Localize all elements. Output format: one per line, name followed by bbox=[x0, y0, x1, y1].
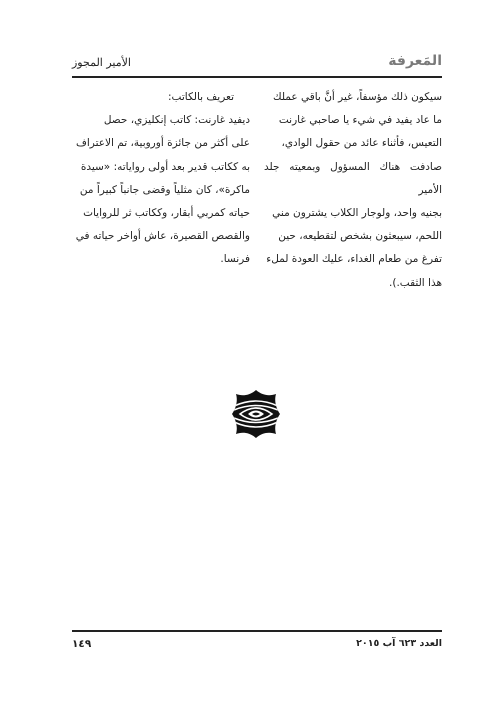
header-divider bbox=[72, 76, 442, 78]
story-line: ما عاد يفيد في شيء يا صاحبي غارنت bbox=[278, 114, 442, 127]
footer-divider bbox=[72, 630, 442, 632]
author-bio-line: ماكرة»، كان مثلياً وقضى جانباً كبيراً من bbox=[79, 183, 250, 196]
story-line: صادفت هناك المسؤول وبمعيته جلد الأمير bbox=[264, 160, 442, 196]
author-bio-line: فرنسا. bbox=[220, 253, 250, 266]
author-bio-line: ديفيد غارنت: كاتب إنكليزي، حصل bbox=[103, 114, 250, 127]
end-ornament-icon bbox=[230, 388, 282, 440]
story-line: هذا الثقب.). bbox=[389, 276, 442, 289]
magazine-logo: المَعرفة bbox=[388, 53, 442, 69]
story-line: تفرغ من طعام الغداء، عليك العودة لملء bbox=[266, 253, 442, 266]
story-line: بجنيه واحد، ولوجار الكلاب يشترون مني bbox=[272, 207, 442, 220]
story-ending-column bbox=[264, 86, 442, 295]
page-header bbox=[72, 50, 442, 76]
author-bio-line: والقصص القصيرة، عاش أواخر حياته في bbox=[75, 230, 250, 243]
story-line: سيكون ذلك مؤسفاً، غير أنَّ باقي عملك bbox=[272, 91, 442, 103]
author-bio-line: على أكثر من جائزة أوروبية، تم الاعتراف bbox=[75, 137, 250, 150]
story-line: التعيس، فأثناء عائد من حقول الوادي، bbox=[281, 137, 442, 150]
issue-info: العدد ٦٢٣ آب ٢٠١٥ bbox=[356, 638, 442, 649]
page-footer bbox=[72, 636, 442, 656]
running-title: الأمير المجوز bbox=[72, 56, 131, 69]
author-bio-line: حياته كمربي أبقار، وككاتب ثر للروايات bbox=[83, 207, 250, 220]
story-line: اللحم، سيبعثون بشخص لتقطيعه، حين bbox=[278, 230, 442, 243]
author-bio-line: به ككاتب قدير بعد أولى رواياته: «سيدة bbox=[80, 160, 250, 173]
author-bio-heading: تعريف بالكاتب: bbox=[168, 91, 234, 103]
author-bio-column bbox=[72, 86, 250, 272]
page-number: ١٤٩ bbox=[72, 638, 92, 650]
